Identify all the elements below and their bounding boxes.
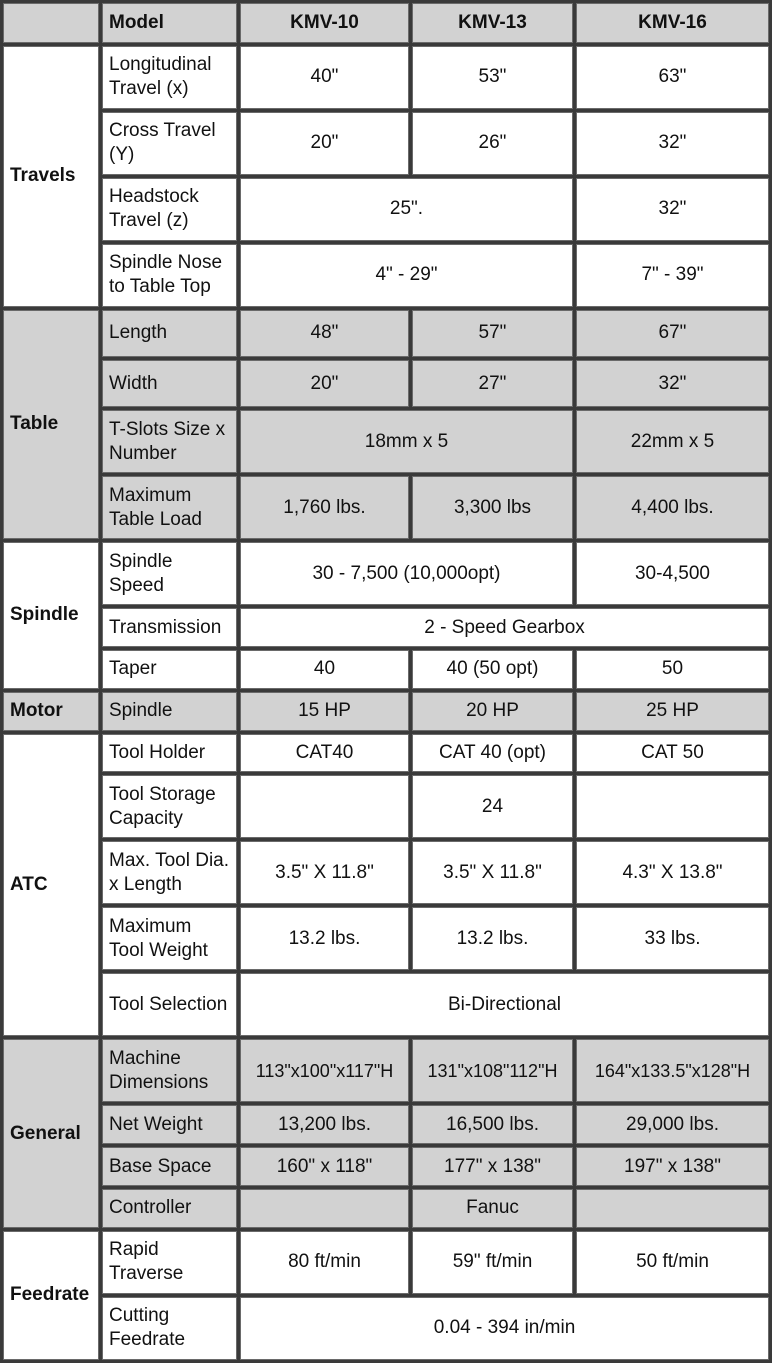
row-label-base-space: Base Space — [102, 1147, 237, 1186]
cell-max-tool-dia-kmv16: 4.3" X 13.8" — [576, 841, 769, 904]
header-kmv-10: KMV-10 — [240, 3, 409, 43]
cell-cross-travel-kmv13: 26" — [412, 112, 573, 175]
cell-max-tool-dia-kmv10: 3.5" X 11.8" — [240, 841, 409, 904]
cell-longitudinal-travel-kmv10: 40" — [240, 46, 409, 109]
cell-motor-spindle-kmv10: 15 HP — [240, 692, 409, 731]
row-label-rapid-traverse: Rapid Traverse — [102, 1231, 237, 1294]
cell-max-table-load-kmv13: 3,300 lbs — [412, 476, 573, 539]
cell-spindle-nose-kmv16: 7" - 39" — [576, 244, 769, 307]
cell-spindle-speed-kmv10-13: 30 - 7,500 (10,000opt) — [240, 542, 573, 605]
cell-longitudinal-travel-kmv13: 53" — [412, 46, 573, 109]
section-atc: ATC — [3, 734, 99, 1037]
section-general: General — [3, 1039, 99, 1227]
cell-controller-kmv13: Fanuc — [412, 1189, 573, 1228]
row-label-machine-dimensions: Machine Dimensions — [102, 1039, 237, 1102]
cell-headstock-travel-kmv16: 32" — [576, 178, 769, 241]
row-label-width: Width — [102, 360, 237, 407]
cell-motor-spindle-kmv16: 25 HP — [576, 692, 769, 731]
cell-taper-kmv10: 40 — [240, 650, 409, 689]
cell-cutting-feedrate-all: 0.04 - 394 in/min — [240, 1297, 769, 1360]
cell-max-tool-dia-kmv13: 3.5" X 11.8" — [412, 841, 573, 904]
cell-machine-dimensions-kmv13: 131"x108"112"H — [412, 1039, 573, 1102]
cell-base-space-kmv16: 197" x 138" — [576, 1147, 769, 1186]
cell-width-kmv10: 20" — [240, 360, 409, 407]
section-table: Table — [3, 310, 99, 539]
row-label-length: Length — [102, 310, 237, 357]
cell-net-weight-kmv13: 16,500 lbs. — [412, 1105, 573, 1144]
row-label-max-table-load: Maximum Table Load — [102, 476, 237, 539]
header-kmv-16: KMV-16 — [576, 3, 769, 43]
cell-machine-dimensions-kmv10: 113"x100"x117"H — [240, 1039, 409, 1102]
cell-controller-kmv16 — [576, 1189, 769, 1228]
cell-headstock-travel-kmv10-13: 25". — [240, 178, 573, 241]
cell-base-space-kmv10: 160" x 118" — [240, 1147, 409, 1186]
cell-taper-kmv13: 40 (50 opt) — [412, 650, 573, 689]
cell-cross-travel-kmv16: 32" — [576, 112, 769, 175]
cell-controller-kmv10 — [240, 1189, 409, 1228]
cell-max-tool-weight-kmv10: 13.2 lbs. — [240, 907, 409, 970]
cell-tool-storage-kmv13: 24 — [412, 775, 573, 838]
cell-rapid-traverse-kmv13: 59" ft/min — [412, 1231, 573, 1294]
row-label-cross-travel: Cross Travel (Y) — [102, 112, 237, 175]
row-label-t-slots: T-Slots Size x Number — [102, 410, 237, 473]
row-label-net-weight: Net Weight — [102, 1105, 237, 1144]
cell-rapid-traverse-kmv10: 80 ft/min — [240, 1231, 409, 1294]
cell-rapid-traverse-kmv16: 50 ft/min — [576, 1231, 769, 1294]
row-label-spindle-speed: Spindle Speed — [102, 542, 237, 605]
section-feedrate: Feedrate — [3, 1231, 99, 1360]
section-travels: Travels — [3, 46, 99, 307]
cell-base-space-kmv13: 177" x 138" — [412, 1147, 573, 1186]
cell-t-slots-kmv16: 22mm x 5 — [576, 410, 769, 473]
row-label-tool-selection: Tool Selection — [102, 973, 237, 1036]
cell-tool-holder-kmv13: CAT 40 (opt) — [412, 734, 573, 773]
cell-longitudinal-travel-kmv16: 63" — [576, 46, 769, 109]
cell-length-kmv13: 57" — [412, 310, 573, 357]
cell-length-kmv16: 67" — [576, 310, 769, 357]
cell-t-slots-kmv10-13: 18mm x 5 — [240, 410, 573, 473]
cell-taper-kmv16: 50 — [576, 650, 769, 689]
cell-motor-spindle-kmv13: 20 HP — [412, 692, 573, 731]
row-label-cutting-feedrate: Cutting Feedrate — [102, 1297, 237, 1360]
header-kmv-13: KMV-13 — [412, 3, 573, 43]
cell-net-weight-kmv10: 13,200 lbs. — [240, 1105, 409, 1144]
cell-max-table-load-kmv10: 1,760 lbs. — [240, 476, 409, 539]
section-spindle: Spindle — [3, 542, 99, 689]
row-label-tool-storage: Tool Storage Capacity — [102, 775, 237, 838]
cell-spindle-nose-kmv10-13: 4" - 29" — [240, 244, 573, 307]
header-model: Model — [102, 3, 237, 43]
cell-width-kmv13: 27" — [412, 360, 573, 407]
cell-cross-travel-kmv10: 20" — [240, 112, 409, 175]
cell-max-table-load-kmv16: 4,400 lbs. — [576, 476, 769, 539]
cell-width-kmv16: 32" — [576, 360, 769, 407]
row-label-headstock-travel: Headstock Travel (z) — [102, 178, 237, 241]
cell-length-kmv10: 48" — [240, 310, 409, 357]
section-motor: Motor — [3, 692, 99, 731]
cell-tool-selection-all: Bi-Directional — [240, 973, 769, 1036]
row-label-transmission: Transmission — [102, 608, 237, 647]
cell-max-tool-weight-kmv13: 13.2 lbs. — [412, 907, 573, 970]
cell-tool-storage-kmv10 — [240, 775, 409, 838]
corner-cell — [3, 3, 99, 43]
row-label-controller: Controller — [102, 1189, 237, 1228]
cell-net-weight-kmv16: 29,000 lbs. — [576, 1105, 769, 1144]
row-label-max-tool-dia: Max. Tool Dia. x Length — [102, 841, 237, 904]
row-label-spindle-nose: Spindle Nose to Table Top — [102, 244, 237, 307]
cell-tool-storage-kmv16 — [576, 775, 769, 838]
cell-machine-dimensions-kmv16: 164"x133.5"x128"H — [576, 1039, 769, 1102]
cell-transmission-all: 2 - Speed Gearbox — [240, 608, 769, 647]
cell-max-tool-weight-kmv16: 33 lbs. — [576, 907, 769, 970]
row-label-tool-holder: Tool Holder — [102, 734, 237, 773]
cell-spindle-speed-kmv16: 30-4,500 — [576, 542, 769, 605]
row-label-taper: Taper — [102, 650, 237, 689]
cell-tool-holder-kmv10: CAT40 — [240, 734, 409, 773]
row-label-motor-spindle: Spindle — [102, 692, 237, 731]
cell-tool-holder-kmv16: CAT 50 — [576, 734, 769, 773]
row-label-max-tool-weight: Maximum Tool Weight — [102, 907, 237, 970]
row-label-longitudinal-travel: Longitudinal Travel (x) — [102, 46, 237, 109]
